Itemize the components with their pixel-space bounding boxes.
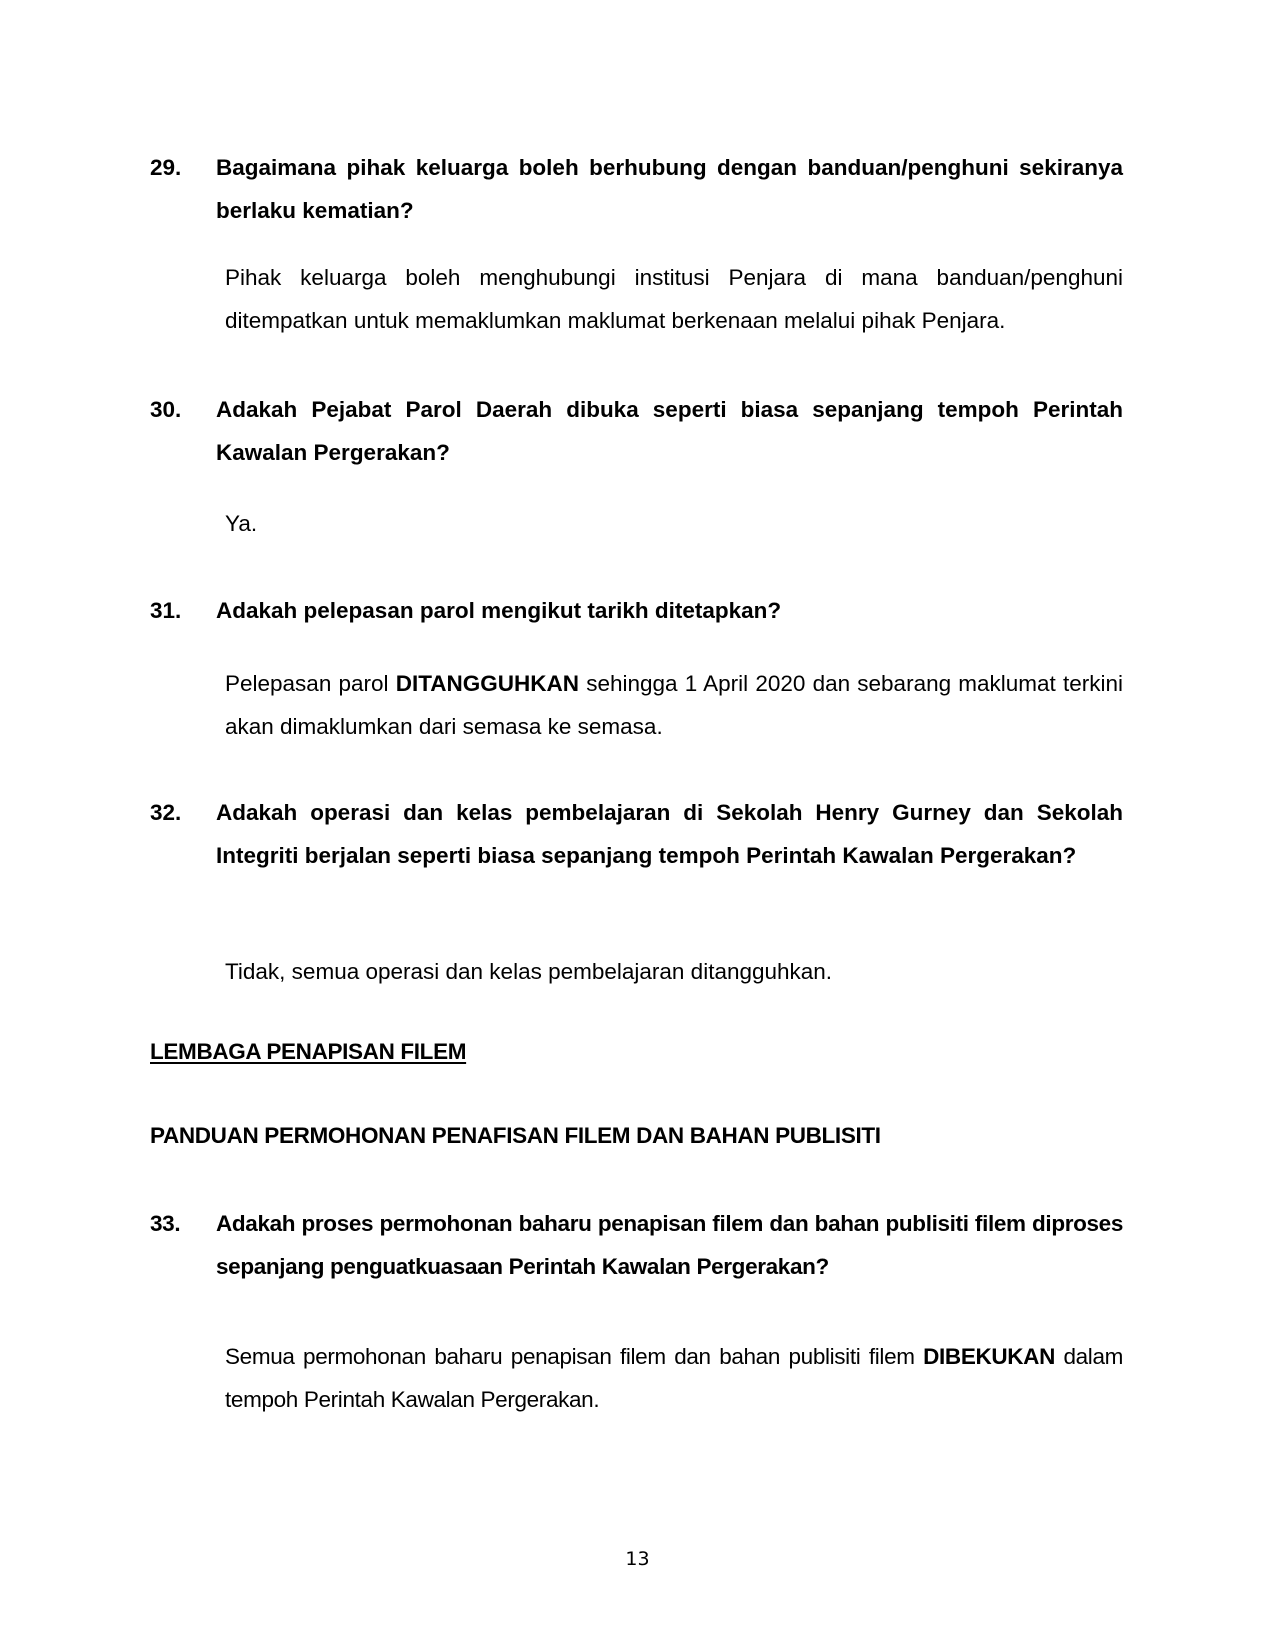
answer-33 [225,1335,1123,1421]
section-heading: LEMBAGA PENAPISAN FILEM [150,1039,467,1064]
answer-30: Ya. [225,511,258,536]
answer-emphasis: DIBEKUKAN [923,1344,1055,1369]
question-30 [150,388,1123,474]
answer-31 [225,662,1123,748]
answer-text: sehingga 1 April 2020 dan sebarang maklumat terkini akan dimaklumkan dari semasa ke semasa. [225,671,1123,739]
question-text: Bagaimana pihak keluarga boleh berhubung dengan banduan/penghuni sekiranya berlaku kematian? [216,155,1123,223]
sub-heading: PANDUAN PERMOHONAN PENAFISAN FILEM DAN BAHAN PUBLISITI [150,1123,881,1148]
question-text: Adakah pelepasan parol mengikut tarikh ditetapkan? [216,598,782,623]
question-text: Adakah operasi dan kelas pembelajaran di Sekolah Henry Gurney dan Sekolah Integriti berjalan seperti biasa sepanjang tempoh Perintah Kawalan Pergerakan? [216,800,1123,868]
question-number: 29. [150,155,182,180]
question-number: 30. [150,397,182,422]
question-31 [150,589,1123,632]
question-text: Adakah proses permohonan baharu penapisan filem dan bahan publisiti filem diproses sepanjang penguatkuasaan Perintah Kawalan Pergerakan? [216,1211,1123,1279]
page-number: 13 [625,1548,650,1570]
question-number: 31. [150,598,182,623]
answer-text: Semua permohonan baharu penapisan filem dan bahan publisiti filem [225,1344,924,1369]
answer-text: Pelepasan parol [225,671,396,696]
answer-29: Pihak keluarga boleh menghubungi institusi Penjara di mana banduan/penghuni ditempatkan untuk memaklumkan maklumat berkenaan melalui pihak Penjara. [225,265,1123,333]
question-33 [150,1202,1123,1288]
question-number: 33. [150,1211,181,1236]
answer-32: Tidak, semua operasi dan kelas pembelajaran ditangguhkan. [225,959,833,984]
answer-emphasis: DITANGGUHKAN [395,671,580,696]
question-29 [150,146,1123,232]
question-32 [150,791,1123,877]
question-text: Adakah Pejabat Parol Daerah dibuka seperti biasa sepanjang tempoh Perintah Kawalan Pergerakan? [216,397,1123,465]
question-number: 32. [150,800,182,825]
answer-text: dalam tempoh Perintah Kawalan Pergerakan. [225,1344,1124,1412]
